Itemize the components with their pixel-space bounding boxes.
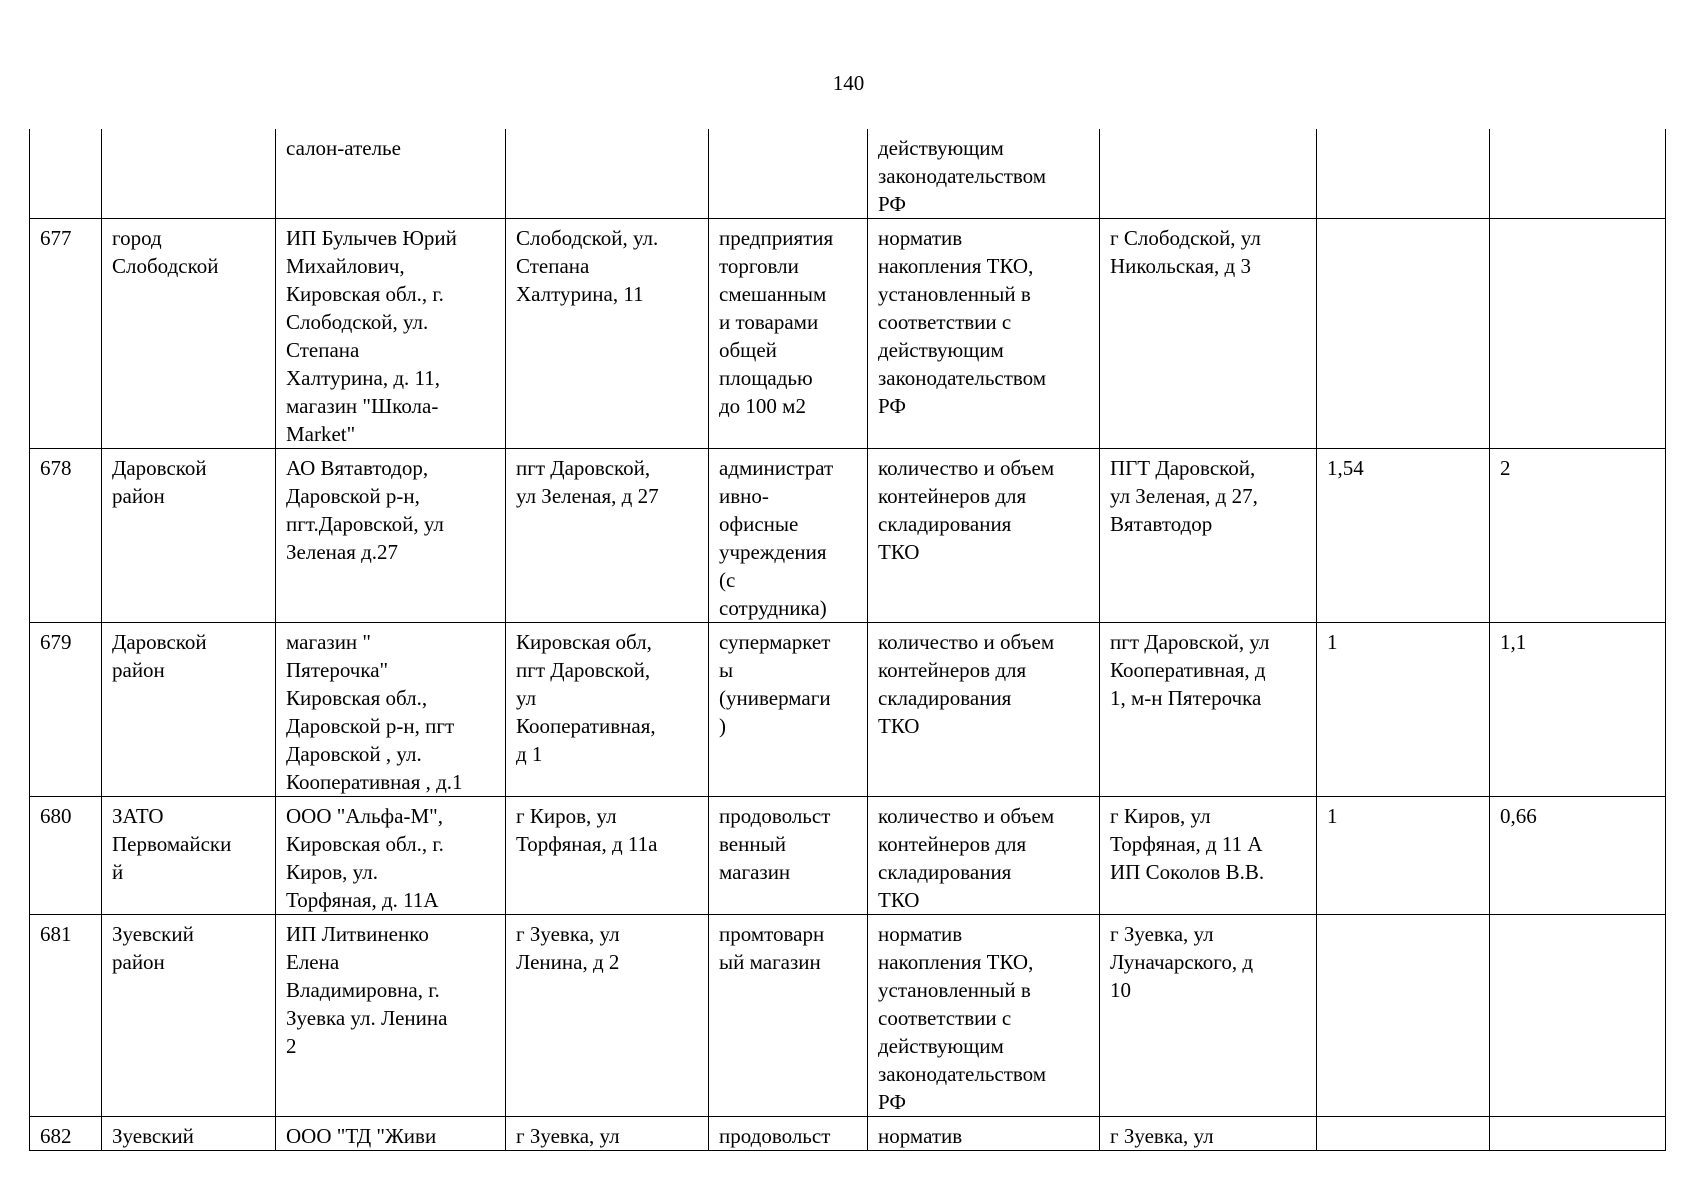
container-site-cell: г Киров, ул Торфяная, д 11 А ИП Соколов В.В. (1100, 797, 1317, 915)
row-number-cell: 678 (30, 449, 102, 623)
organization-cell: ООО "ТД "Живи (276, 1117, 506, 1151)
row-number-cell: 680 (30, 797, 102, 915)
object-address-cell: Слободской, ул. Степана Халтурина, 11 (506, 219, 709, 449)
object-address-cell: г Зуевка, ул Ленина, д 2 (506, 915, 709, 1117)
table-row (30, 219, 1666, 449)
row-number-cell: 682 (30, 1117, 102, 1151)
table-row (30, 797, 1666, 915)
object-category-cell: продовольст венный магазин (709, 797, 868, 915)
district-cell: Даровской район (102, 449, 276, 623)
district-cell: Зуевский район (102, 915, 276, 1117)
object-category-cell: супермаркет ы (универмаги ) (709, 623, 868, 797)
container-count-cell: 1,1 (1490, 623, 1666, 797)
object-address-cell: г Киров, ул Торфяная, д 11а (506, 797, 709, 915)
container-volume-cell (1317, 1117, 1490, 1151)
organization-cell: ООО "Альфа-М", Кировская обл., г. Киров, ул. Торфяная, д. 11А (276, 797, 506, 915)
row-number-cell: 681 (30, 915, 102, 1117)
registry-table (29, 129, 1666, 1151)
container-count-cell: 0,66 (1490, 797, 1666, 915)
container-site-cell: ПГТ Даровской, ул Зеленая, д 27, Вятавтодор (1100, 449, 1317, 623)
container-volume-cell: 1 (1317, 797, 1490, 915)
district-cell: город Слободской (102, 219, 276, 449)
calculation-basis-cell: количество и объем контейнеров для складирования ТКО (868, 449, 1100, 623)
object-address-cell (506, 129, 709, 219)
district-cell: Зуевский (102, 1117, 276, 1151)
object-address-cell: г Зуевка, ул (506, 1117, 709, 1151)
container-volume-cell (1317, 219, 1490, 449)
calculation-basis-cell: норматив (868, 1117, 1100, 1151)
district-cell: Даровской район (102, 623, 276, 797)
row-number-cell: 677 (30, 219, 102, 449)
container-volume-cell: 1 (1317, 623, 1490, 797)
container-count-cell (1490, 915, 1666, 1117)
container-site-cell: г Слободской, ул Никольская, д 3 (1100, 219, 1317, 449)
calculation-basis-cell: норматив накопления ТКО, установленный в соответствии с действующим законодательством РФ (868, 915, 1100, 1117)
organization-cell: АО Вятавтодор, Даровской р-н, пгт.Даровской, ул Зеленая д.27 (276, 449, 506, 623)
object-category-cell: промтоварн ый магазин (709, 915, 868, 1117)
district-cell: ЗАТО Первомайски й (102, 797, 276, 915)
object-address-cell: пгт Даровской, ул Зеленая, д 27 (506, 449, 709, 623)
container-count-cell: 2 (1490, 449, 1666, 623)
object-category-cell: администрат ивно- офисные учреждения (с сотрудника) (709, 449, 868, 623)
container-count-cell (1490, 129, 1666, 219)
table-row (30, 129, 1666, 219)
table-row (30, 623, 1666, 797)
calculation-basis-cell: действующим законодательством РФ (868, 129, 1100, 219)
container-volume-cell (1317, 915, 1490, 1117)
table-row (30, 915, 1666, 1117)
district-cell (102, 129, 276, 219)
table-row (30, 449, 1666, 623)
container-site-cell: г Зуевка, ул (1100, 1117, 1317, 1151)
container-site-cell: пгт Даровской, ул Кооперативная, д 1, м-н Пятерочка (1100, 623, 1317, 797)
calculation-basis-cell: количество и объем контейнеров для складирования ТКО (868, 797, 1100, 915)
container-volume-cell (1317, 129, 1490, 219)
container-site-cell: г Зуевка, ул Луначарского, д 10 (1100, 915, 1317, 1117)
organization-cell: ИП Булычев Юрий Михайлович, Кировская обл., г. Слободской, ул. Степана Халтурина, д. 11, магазин "Школа- Market" (276, 219, 506, 449)
object-address-cell: Кировская обл, пгт Даровской, ул Кооперативная, д 1 (506, 623, 709, 797)
calculation-basis-cell: норматив накопления ТКО, установленный в соответствии с действующим законодательством РФ (868, 219, 1100, 449)
object-category-cell: продовольст (709, 1117, 868, 1151)
object-category-cell: предприятия торговли смешанным и товарами общей площадью до 100 м2 (709, 219, 868, 449)
container-count-cell (1490, 219, 1666, 449)
organization-cell: ИП Литвиненко Елена Владимировна, г. Зуевка ул. Ленина 2 (276, 915, 506, 1117)
row-number-cell (30, 129, 102, 219)
registry-table-body (30, 129, 1666, 1151)
container-count-cell (1490, 1117, 1666, 1151)
row-number-cell: 679 (30, 623, 102, 797)
organization-cell: магазин " Пятерочка" Кировская обл., Даровской р-н, пгт Даровской , ул. Кооперативная , д.1 (276, 623, 506, 797)
organization-cell: салон-ателье (276, 129, 506, 219)
table-row (30, 1117, 1666, 1151)
object-category-cell (709, 129, 868, 219)
container-site-cell (1100, 129, 1317, 219)
container-volume-cell: 1,54 (1317, 449, 1490, 623)
calculation-basis-cell: количество и объем контейнеров для складирования ТКО (868, 623, 1100, 797)
page-number: 140 (832, 71, 865, 95)
